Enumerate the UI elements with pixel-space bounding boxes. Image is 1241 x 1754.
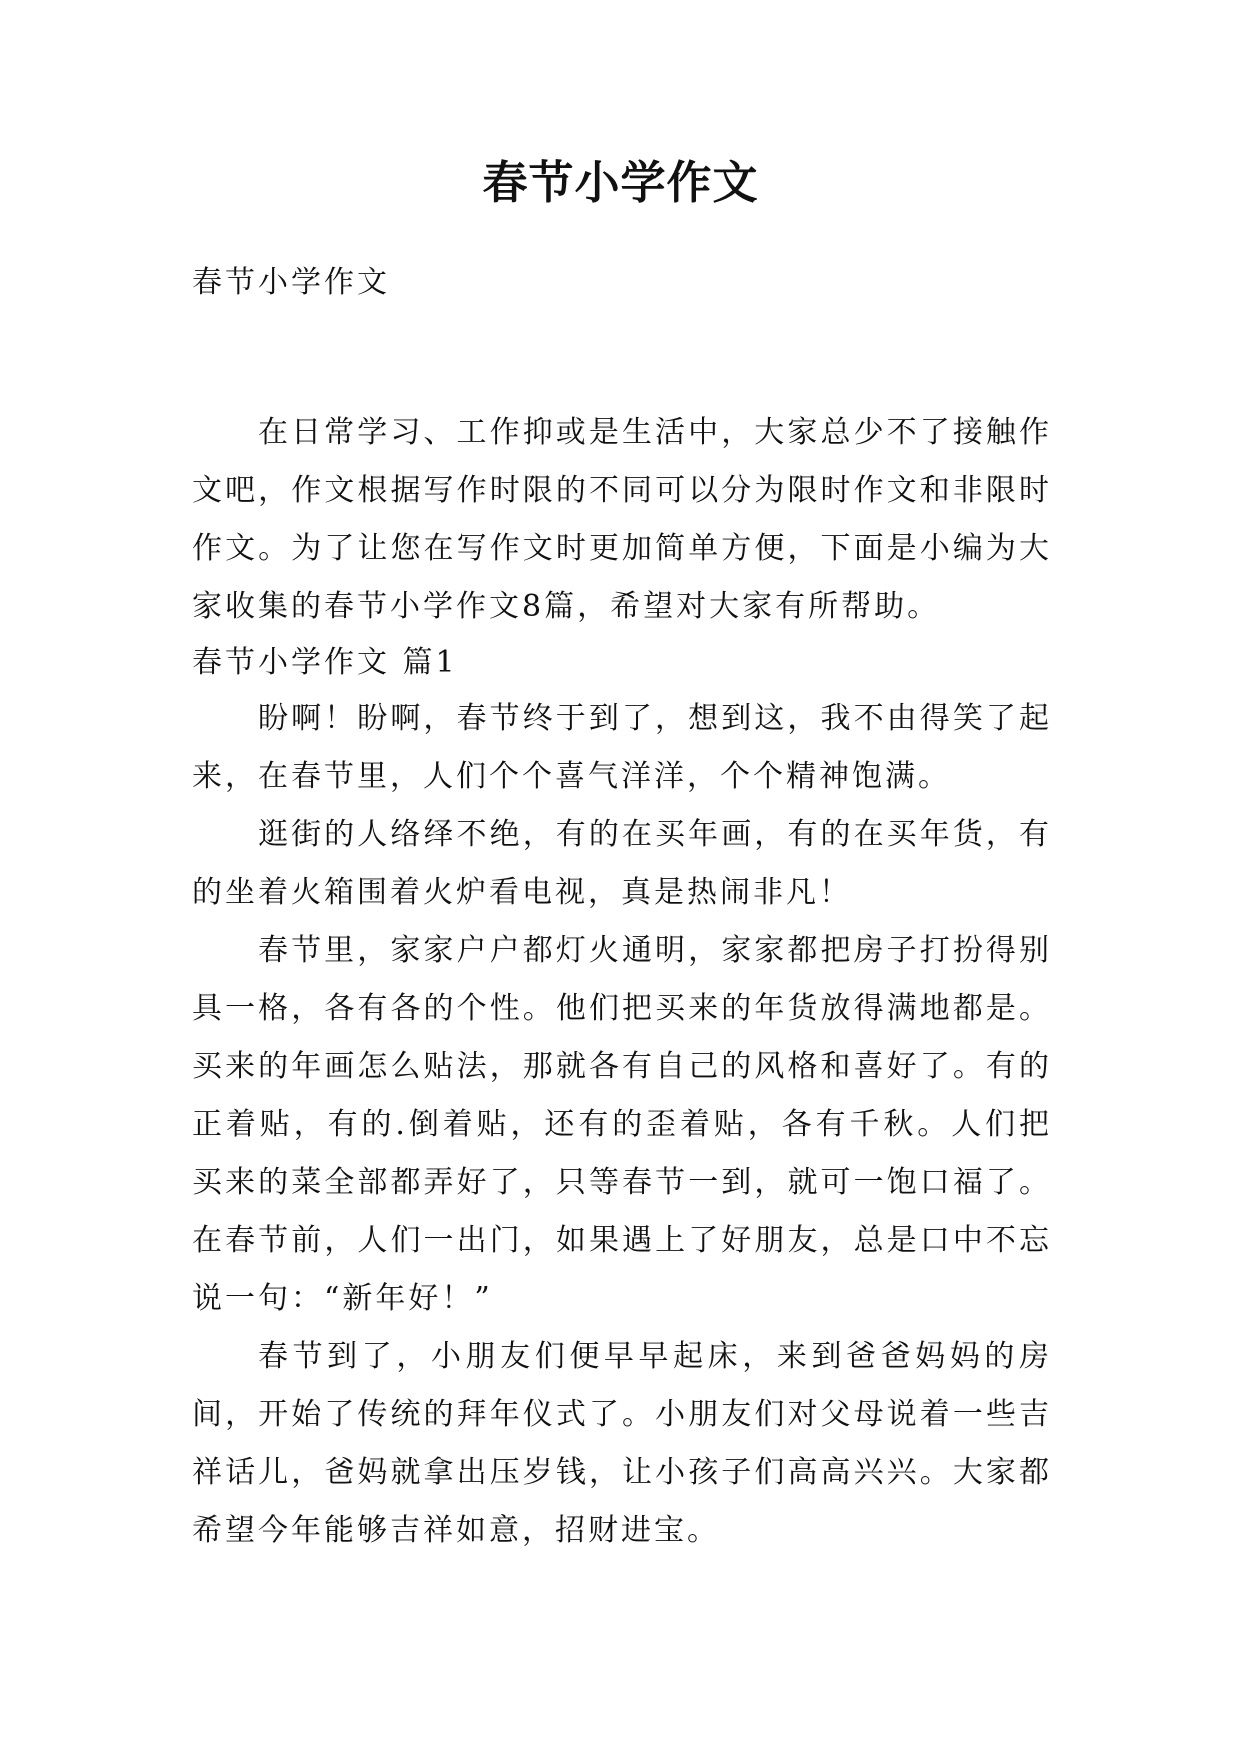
document-title: 春节小学作文 (482, 156, 759, 209)
body-paragraph: 盼啊！盼啊，春节终于到了，想到这，我不由得笑了起来，在春节里，人们个个喜气洋洋，个个精神饱满。 (192, 701, 1052, 794)
body-paragraph: 春节到了，小朋友们便早早起床，来到爸爸妈妈的房间，开始了传统的拜年仪式了。小朋友们对父母说着一些吉祥话儿，爸妈就拿出压岁钱，让小孩子们高高兴兴。大家都希望今年能够吉祥如意，招财进宝。 (192, 1339, 1052, 1548)
document-subtitle: 春节小学作文 (192, 265, 390, 300)
section-heading: 春节小学作文 篇1 (192, 645, 458, 680)
document-body (192, 404, 1052, 1560)
body-paragraph: 逛街的人络绎不绝，有的在买年画，有的在买年货，有的坐着火箱围着火炉看电视，真是热闹非凡！ (192, 817, 1052, 910)
body-paragraph: 春节里，家家户户都灯火通明，家家都把房子打扮得别具一格，各有各的个性。他们把买来的年货放得满地都是。买来的年画怎么贴法，那就各有自己的风格和喜好了。有的正着贴，有的.倒着贴，还有的歪着贴，各有千秋。人们把买来的菜全部都弄好了，只等春节一到，就可一饱口福了。在春节前，人们一出门，如果遇上了好朋友，总是口中不忘说一句：“新年好！” (192, 933, 1052, 1316)
intro-paragraph: 在日常学习、工作抑或是生活中，大家总少不了接触作文吧，作文根据写作时限的不同可以分为限时作文和非限时作文。为了让您在写作文时更加简单方便，下面是小编为大家收集的春节小学作文8篇，希望对大家有所帮助。 (192, 415, 1052, 624)
